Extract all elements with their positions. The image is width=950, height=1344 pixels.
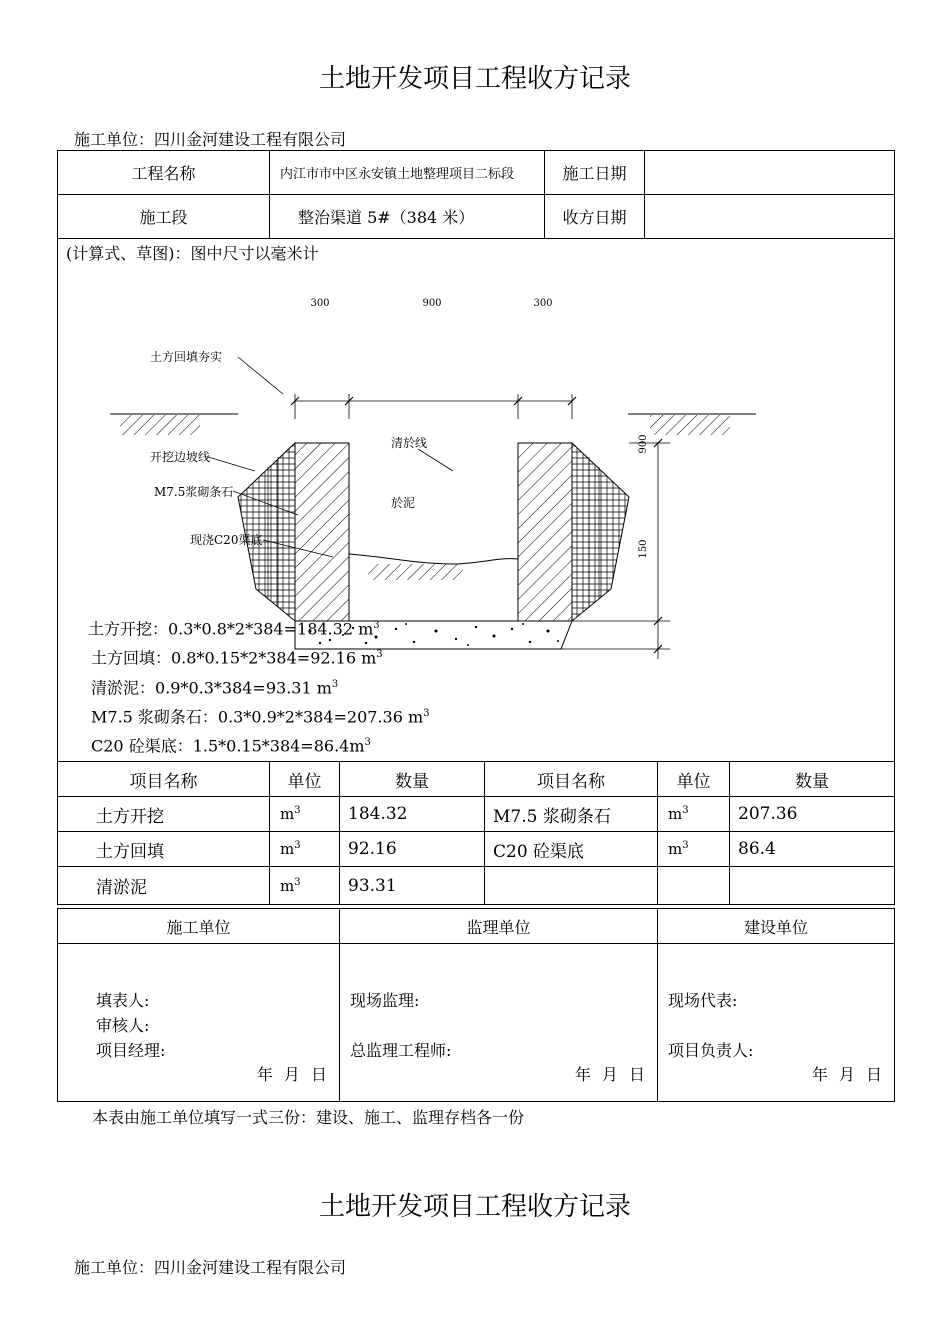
dim-top-left: 300 [310, 298, 330, 309]
formulas [88, 613, 430, 760]
item-name [485, 867, 658, 905]
table-row [58, 797, 895, 832]
formula-line: 清淤泥：0.9*0.3*384=93.31 $m^3$ [91, 677, 339, 697]
dim-right-lower: 150 [638, 539, 649, 559]
masonry-wall-left [295, 443, 349, 621]
formula-line: C20 砼渠底：$1.5*0.15*384=86.4m^3$ [91, 736, 371, 756]
header-item-name-2: 项目名称 [485, 762, 658, 797]
item-unit-empty [658, 867, 730, 905]
item-qty [730, 867, 895, 905]
sign-line: 现场监理: [350, 991, 420, 1010]
section-value: 整治渠道 5#（384 米） [270, 195, 545, 239]
formula-line: 土方开挖：0.3*0.8*2*384=184.32 $m^3$ [88, 619, 380, 639]
footnote: 本表由施工单位填写一式三份：建设、施工、监理存档各一份 [92, 1108, 525, 1127]
item-name: C20 砼渠底 [485, 832, 658, 867]
page-title: 土地开发项目工程收方记录 [318, 64, 631, 94]
item-qty: 207.36 [730, 797, 895, 832]
sign-box-owner [658, 944, 895, 1102]
sign-header-owner: 建设单位 [658, 909, 895, 944]
header-qty-2: 数量 [730, 762, 895, 797]
formula-line: 土方回填：0.8*0.15*2*384=92.16 $m^3$ [91, 648, 383, 668]
section-label: 施工段 [58, 195, 270, 239]
header-unit-2: 单位 [658, 762, 730, 797]
item-qty: 92.16 [340, 832, 485, 867]
label-silt: 於泥 [391, 496, 416, 510]
signature-table [57, 908, 895, 1102]
item-name: 清淤泥 [58, 867, 270, 905]
item-unit: $m^3$ [658, 797, 730, 832]
survey-date-value [645, 195, 895, 239]
item-qty: 93.31 [340, 867, 485, 905]
sign-line: 项目负责人: [668, 1041, 754, 1060]
project-name-value: 内江市市中区永安镇土地整理项目二标段 [270, 151, 545, 195]
header-qty-1: 数量 [340, 762, 485, 797]
table-row [58, 867, 895, 905]
label-excavation-line: 开挖边坡线 [150, 450, 211, 464]
backfill-left [238, 443, 295, 621]
sign-line: 填表人: [96, 991, 150, 1010]
header-table [57, 150, 895, 762]
label-masonry: M7.5浆砌条石 [154, 485, 234, 499]
sign-header-construction: 施工单位 [58, 909, 340, 944]
start-date-value [645, 151, 895, 195]
backfill-right [572, 443, 629, 621]
masonry-wall-right [518, 443, 572, 621]
item-unit: $m^3$ [658, 832, 730, 867]
sketch-title: (计算式、草图)：图中尺寸以毫米计 [66, 244, 319, 263]
item-name: M7.5 浆砌条石 [485, 797, 658, 832]
formula-line: M7.5 浆砌条石：0.3*0.9*2*384=207.36 $m^3$ [91, 707, 430, 727]
ground-hatch-left [120, 415, 200, 435]
table-row [58, 832, 895, 867]
survey-date-label: 收方日期 [545, 195, 645, 239]
sign-line: 项目经理: [96, 1041, 166, 1060]
item-name: 土方开挖 [58, 797, 270, 832]
sketch-cell [58, 239, 895, 762]
construction-unit-line: 施工单位：四川金河建设工程有限公司 [74, 130, 347, 149]
dim-top-mid: 900 [422, 298, 442, 309]
sign-line: 总监理工程师: [350, 1041, 452, 1060]
construction-unit-line-repeat: 施工单位：四川金河建设工程有限公司 [74, 1258, 347, 1277]
item-unit: $m^3$ [270, 797, 340, 832]
header-unit-1: 单位 [270, 762, 340, 797]
items-table [57, 761, 895, 905]
sign-date: 年 月 日 [256, 1065, 327, 1084]
item-unit: $m^3$ [270, 867, 340, 905]
sign-date: 年 月 日 [574, 1065, 645, 1084]
sign-line: 审核人: [96, 1016, 150, 1035]
start-date-label: 施工日期 [545, 151, 645, 195]
project-name-label: 工程名称 [58, 151, 270, 195]
item-qty: 184.32 [340, 797, 485, 832]
ground-hatch-right [650, 415, 730, 435]
item-name: 土方回填 [58, 832, 270, 867]
sign-line: 现场代表: [668, 991, 738, 1010]
sign-date: 年 月 日 [811, 1065, 882, 1084]
page-title-repeat: 土地开发项目工程收方记录 [318, 1192, 631, 1222]
header-item-name-1: 项目名称 [58, 762, 270, 797]
label-concrete-bottom: 现浇C20渠底 [190, 533, 263, 547]
dim-right-upper: 900 [638, 434, 649, 454]
label-backfill: 土方回填夯实 [150, 350, 223, 364]
sign-header-supervision: 监理单位 [340, 909, 658, 944]
sign-box-supervision [340, 944, 658, 1102]
ground-hatch-bottom [368, 564, 463, 580]
silt-line [349, 554, 518, 564]
dim-top-right: 300 [533, 298, 553, 309]
item-unit: $m^3$ [270, 832, 340, 867]
sign-box-construction [58, 944, 340, 1102]
label-silt-line: 清於线 [391, 436, 428, 450]
item-qty: 86.4 [730, 832, 895, 867]
